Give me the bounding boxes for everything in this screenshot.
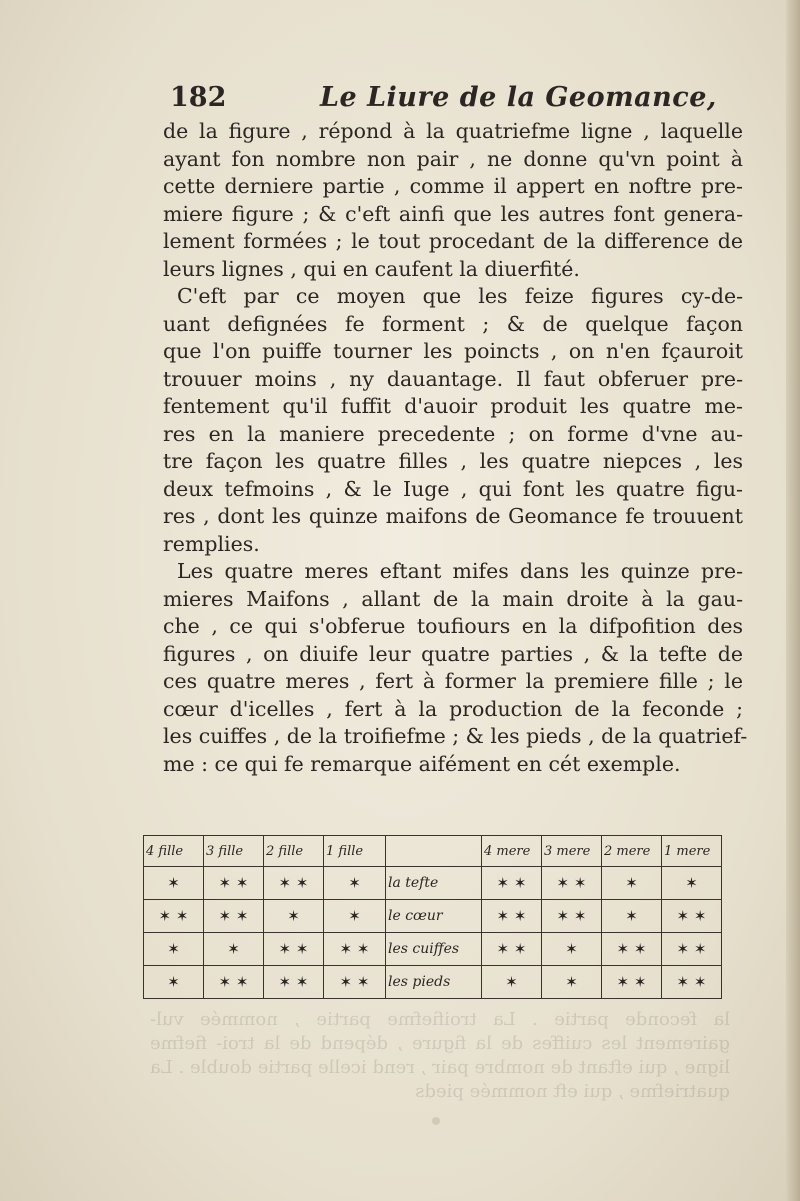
points: ✶ xyxy=(685,874,698,892)
row-label: le cœur xyxy=(386,900,482,933)
points: ✶ xyxy=(287,907,300,925)
points: ✶ xyxy=(565,940,578,958)
points: ✶ ✶ xyxy=(158,907,189,925)
points: ✶ xyxy=(348,907,361,925)
table-row xyxy=(144,966,722,999)
table-row xyxy=(144,867,722,900)
paragraph-1 xyxy=(163,118,743,283)
text-line: remplies. xyxy=(163,531,260,556)
points: ✶ xyxy=(348,874,361,892)
points-cell xyxy=(662,867,722,900)
points-cell xyxy=(542,966,602,999)
points-cell xyxy=(204,966,264,999)
points-cell xyxy=(144,900,204,933)
points-cell xyxy=(204,867,264,900)
points-cell xyxy=(264,900,324,933)
points-cell xyxy=(324,966,386,999)
paragraph-3 xyxy=(163,558,748,778)
row-label: les pieds xyxy=(386,966,482,999)
text-line: cœur d'icelles , fert à la production de la feconde ; xyxy=(163,696,743,721)
points-cell xyxy=(482,966,542,999)
header-cell: 2 mere xyxy=(602,836,662,867)
table-row xyxy=(144,900,722,933)
points-cell xyxy=(482,900,542,933)
points: ✶ xyxy=(227,940,240,958)
points: ✶ ✶ xyxy=(676,940,707,958)
points-cell xyxy=(662,933,722,966)
points: ✶ ✶ xyxy=(496,874,527,892)
points-cell xyxy=(264,966,324,999)
points: ✶ ✶ xyxy=(676,907,707,925)
points: ✶ ✶ xyxy=(496,907,527,925)
points: ✶ ✶ xyxy=(556,907,587,925)
text-line: uant defignées fe forment ; & de quelque façon xyxy=(163,311,743,336)
geomancy-table xyxy=(143,835,723,1003)
text-line: res en la maniere precedente ; on forme d'vne au- xyxy=(163,421,743,446)
points-cell xyxy=(144,867,204,900)
text-line: leurs lignes , qui en caufent la diuerfité. xyxy=(163,256,580,281)
text-line: figures , on diuife leur quatre parties , & la tefte de xyxy=(163,641,743,666)
page-number: 182 xyxy=(170,82,227,113)
text-line: mieres Maifons , allant de la main droite à la gau- xyxy=(163,586,743,611)
text-line: Les quatre meres eftant mifes dans les quinze pre- xyxy=(177,559,743,583)
header-cell: 1 mere xyxy=(662,836,722,867)
points-cell xyxy=(602,933,662,966)
points: ✶ ✶ xyxy=(278,874,309,892)
text-line: tre façon les quatre filles , les quatre niepces , les xyxy=(163,449,743,473)
points: ✶ ✶ xyxy=(616,940,647,958)
text-line: miere figure ; & c'eft ainfi que les autres font genera- xyxy=(163,201,743,226)
header-cell: 1 fille xyxy=(324,836,386,867)
text-line: che , ce qui s'obferue toufiours en la difpofition des xyxy=(163,614,743,638)
points: ✶ ✶ xyxy=(339,940,370,958)
text-line: ces quatre meres , fert à former la premiere fille ; le xyxy=(163,669,743,693)
points-cell xyxy=(144,933,204,966)
header-cell: 3 mere xyxy=(542,836,602,867)
points: ✶ ✶ xyxy=(278,973,309,991)
points: ✶ xyxy=(167,940,180,958)
text-line: ayant fon nombre non pair , ne donne qu'vn point à xyxy=(163,146,743,171)
text-line: me : ce qui fe remarque aifément en cét exemple. xyxy=(163,751,681,776)
body-text xyxy=(163,118,748,778)
points: ✶ xyxy=(167,973,180,991)
text-line: fentement qu'il fuffit d'auoir produit les quatre me- xyxy=(163,394,743,418)
points: ✶ ✶ xyxy=(676,973,707,991)
points: ✶ ✶ xyxy=(278,940,309,958)
points-cell xyxy=(482,867,542,900)
text-line: lement formées ; le tout procedant de la difference de xyxy=(163,229,743,253)
header-cell xyxy=(386,836,482,867)
table-row xyxy=(144,933,722,966)
table-header-row xyxy=(144,836,722,867)
points-cell xyxy=(204,933,264,966)
header-cell: 4 mere xyxy=(482,836,542,867)
ink-spot xyxy=(432,1117,440,1125)
figure-table xyxy=(143,835,722,999)
points: ✶ ✶ xyxy=(616,973,647,991)
bleed-through-text: la feconde partie . La troifiefme partie , nommée vul- gairement les cuiffes de la figure , dépend de la troi- fiefme ligne , qui eftant de nombre pair , rend icelle partie double . La quatriefme , qui eft nommée pieds xyxy=(150,1009,730,1102)
text-line: que l'on puiffe tourner les poincts , on n'en fçauroit xyxy=(163,339,743,363)
points-cell xyxy=(542,900,602,933)
points-cell xyxy=(144,966,204,999)
text-line: cette derniere partie , comme il appert en noftre pre- xyxy=(163,174,743,198)
points-cell xyxy=(324,933,386,966)
points: ✶ xyxy=(505,973,518,991)
points-cell xyxy=(662,966,722,999)
points-cell xyxy=(204,900,264,933)
points: ✶ xyxy=(167,874,180,892)
points-cell xyxy=(542,933,602,966)
points: ✶ xyxy=(625,907,638,925)
page-edge xyxy=(786,0,800,1201)
points: ✶ xyxy=(565,973,578,991)
points-cell xyxy=(324,867,386,900)
row-label: la tefte xyxy=(386,867,482,900)
points-cell xyxy=(264,867,324,900)
points-cell xyxy=(482,933,542,966)
text-line: res , dont les quinze maifons de Geomance fe trouuent xyxy=(163,504,743,528)
header-cell: 3 fille xyxy=(204,836,264,867)
points: ✶ ✶ xyxy=(556,874,587,892)
row-label: les cuiffes xyxy=(386,933,482,966)
running-title: Le Liure de la Geomance, xyxy=(320,82,717,113)
points-cell xyxy=(602,867,662,900)
text-line: deux tefmoins , & le Iuge , qui font les quatre figu- xyxy=(163,476,743,501)
points: ✶ ✶ xyxy=(218,973,249,991)
points: ✶ ✶ xyxy=(339,973,370,991)
paragraph-2 xyxy=(163,283,743,558)
points: ✶ xyxy=(625,874,638,892)
header-cell: 4 fille xyxy=(144,836,204,867)
text-line: les cuiffes , de la troifiefme ; & les pieds , de la quatrief- xyxy=(163,724,748,748)
points-cell xyxy=(324,900,386,933)
points: ✶ ✶ xyxy=(218,907,249,925)
points: ✶ ✶ xyxy=(496,940,527,958)
header-cell: 2 fille xyxy=(264,836,324,867)
points-cell xyxy=(602,966,662,999)
points-cell xyxy=(662,900,722,933)
points: ✶ ✶ xyxy=(218,874,249,892)
points-cell xyxy=(602,900,662,933)
points-cell xyxy=(264,933,324,966)
text-line: de la figure , répond à la quatriefme ligne , laquelle xyxy=(163,119,743,143)
text-line: C'eft par ce moyen que les feize figures cy-de- xyxy=(177,284,743,308)
running-head xyxy=(170,82,750,113)
points-cell xyxy=(542,867,602,900)
text-line: trouuer moins , ny dauantage. Il faut obferuer pre- xyxy=(163,366,743,391)
